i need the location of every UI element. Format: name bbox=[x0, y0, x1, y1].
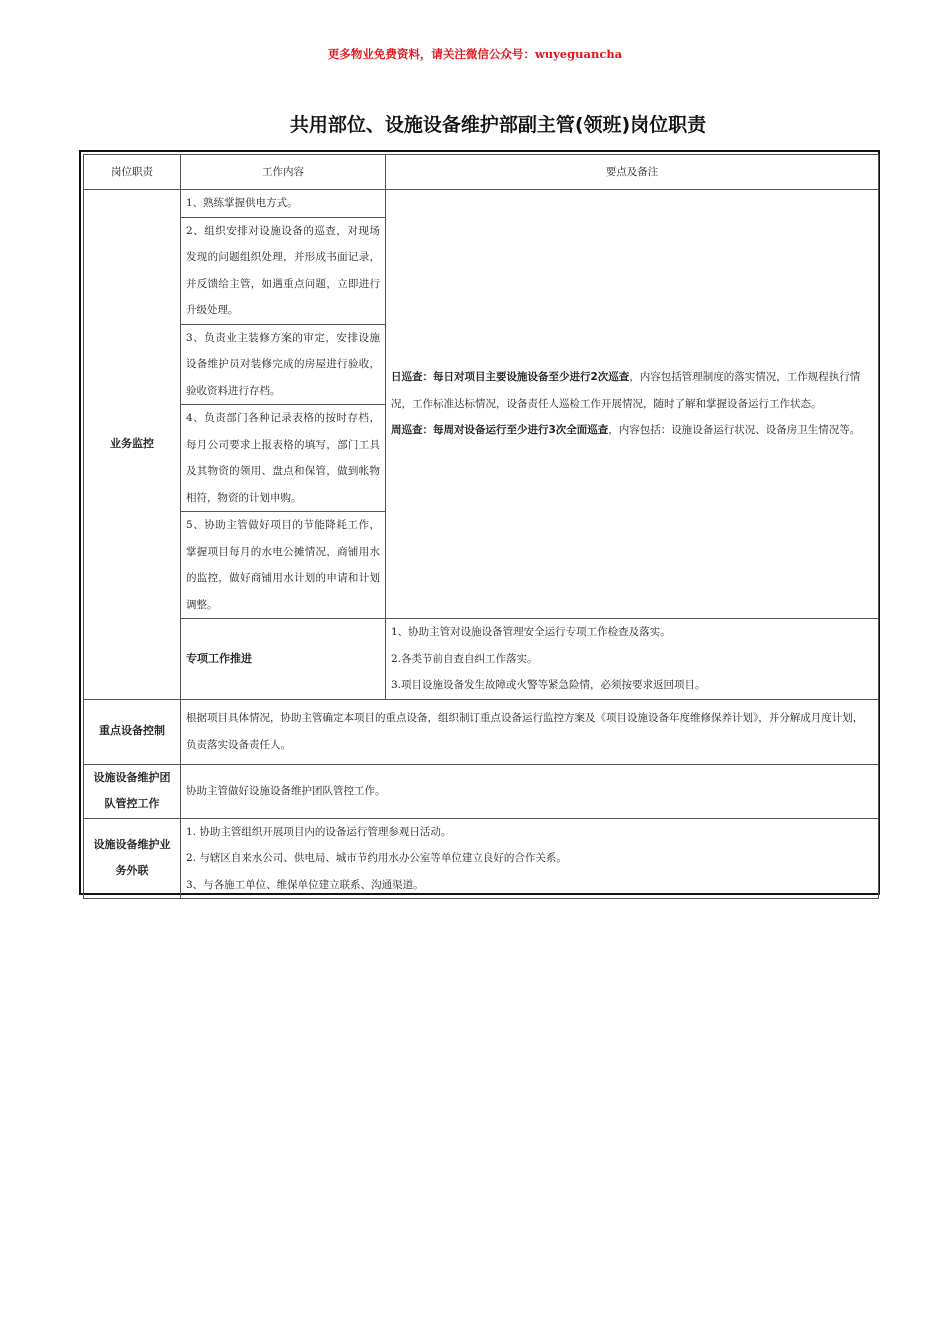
special-work-label: 专项工作推进 bbox=[181, 619, 386, 700]
document-title: 共用部位、设施设备维护部副主管(领班)岗位职责 bbox=[289, 114, 707, 136]
daily-inspection-text: ，内容包括管理制度的落实情况，工作规程执行情况，工作标准达标情况，设备责任人巡检工作开展情况，随时了解和掌握设备运行工作状态。 bbox=[391, 371, 861, 410]
list-item: 2.各类节前自查自纠工作落实。 bbox=[391, 652, 538, 665]
list-item: 1、协助主管对设施设备管理安全运行专项工作检查及落实。 bbox=[391, 626, 671, 638]
category-external-liaison: 设施设备维护业务外联 bbox=[84, 818, 181, 899]
work-item-1: 1、熟练掌握供电方式。 bbox=[181, 190, 386, 218]
team-control-text: 协助主管做好设施设备维护团队管控工作。 bbox=[181, 764, 879, 818]
table-row bbox=[84, 190, 879, 218]
header-work-content: 工作内容 bbox=[181, 155, 386, 190]
duty-table-frame bbox=[79, 150, 880, 895]
special-work-list bbox=[386, 619, 879, 700]
table-row bbox=[84, 818, 879, 899]
table-row bbox=[84, 764, 879, 818]
category-key-equipment: 重点设备控制 bbox=[84, 699, 181, 764]
work-item-5: 5、协助主管做好项目的节能降耗工作，掌握项目每月的水电公摊情况，商铺用水的监控，做好商铺用水计划的申请和计划调整。 bbox=[181, 512, 386, 619]
work-item-3: 3、负责业主装修方案的审定，安排设施设备维护员对装修完成的房屋进行验收，验收资料进行存档。 bbox=[181, 324, 386, 405]
list-item: 3、与各施工单位、维保单位建立联系、沟通渠道。 bbox=[186, 878, 424, 891]
external-liaison-list bbox=[181, 818, 879, 899]
list-item: 3.项目设施设备发生故障或火警等紧急险情，必须按要求返回项目。 bbox=[391, 679, 706, 691]
table-row bbox=[84, 699, 879, 764]
work-item-2: 2、组织安排对设施设备的巡查，对现场发现的问题组织处理，并形成书面记录，并反馈给主管，如遇重点问题，立即进行升级处理。 bbox=[181, 217, 386, 324]
header-duty: 岗位职责 bbox=[84, 155, 181, 190]
list-item: 2. 与辖区自来水公司、供电局、城市节约用水办公室等单位建立良好的合作关系。 bbox=[186, 852, 567, 864]
table-row bbox=[84, 619, 879, 700]
list-item: 1. 协助主管组织开展项目内的设备运行管理参观日活动。 bbox=[186, 825, 452, 838]
inspection-notes bbox=[386, 190, 879, 619]
work-item-4: 4、负责部门各种记录表格的按时存档，每月公司要求上报表格的填写，部门工具及其物资的领用、盘点和保管，做到帐物相符，物资的计划申购。 bbox=[181, 405, 386, 512]
key-equipment-text: 根据项目具体情况，协助主管确定本项目的重点设备，组织制订重点设备运行监控方案及《项目设施设备年度维修保养计划》，并分解成月度计划，负责落实设备责任人。 bbox=[181, 699, 879, 764]
category-team-control: 设施设备维护团队管控工作 bbox=[84, 764, 181, 818]
promo-banner: 更多物业免费资料，请关注微信公众号：wuyeguancha bbox=[327, 47, 623, 61]
header-notes: 要点及备注 bbox=[386, 155, 879, 190]
category-monitoring: 业务监控 bbox=[84, 190, 181, 700]
weekly-inspection-text: ，内容包括：设施设备运行状况、设备房卫生情况等。 bbox=[608, 424, 861, 437]
weekly-inspection-label: 周巡查：每周对设备运行至少进行3次全面巡查 bbox=[391, 424, 609, 437]
table-header-row bbox=[84, 155, 879, 190]
duty-table bbox=[83, 154, 879, 899]
daily-inspection-label: 日巡查：每日对项目主要设施设备至少进行2次巡查 bbox=[391, 371, 630, 384]
